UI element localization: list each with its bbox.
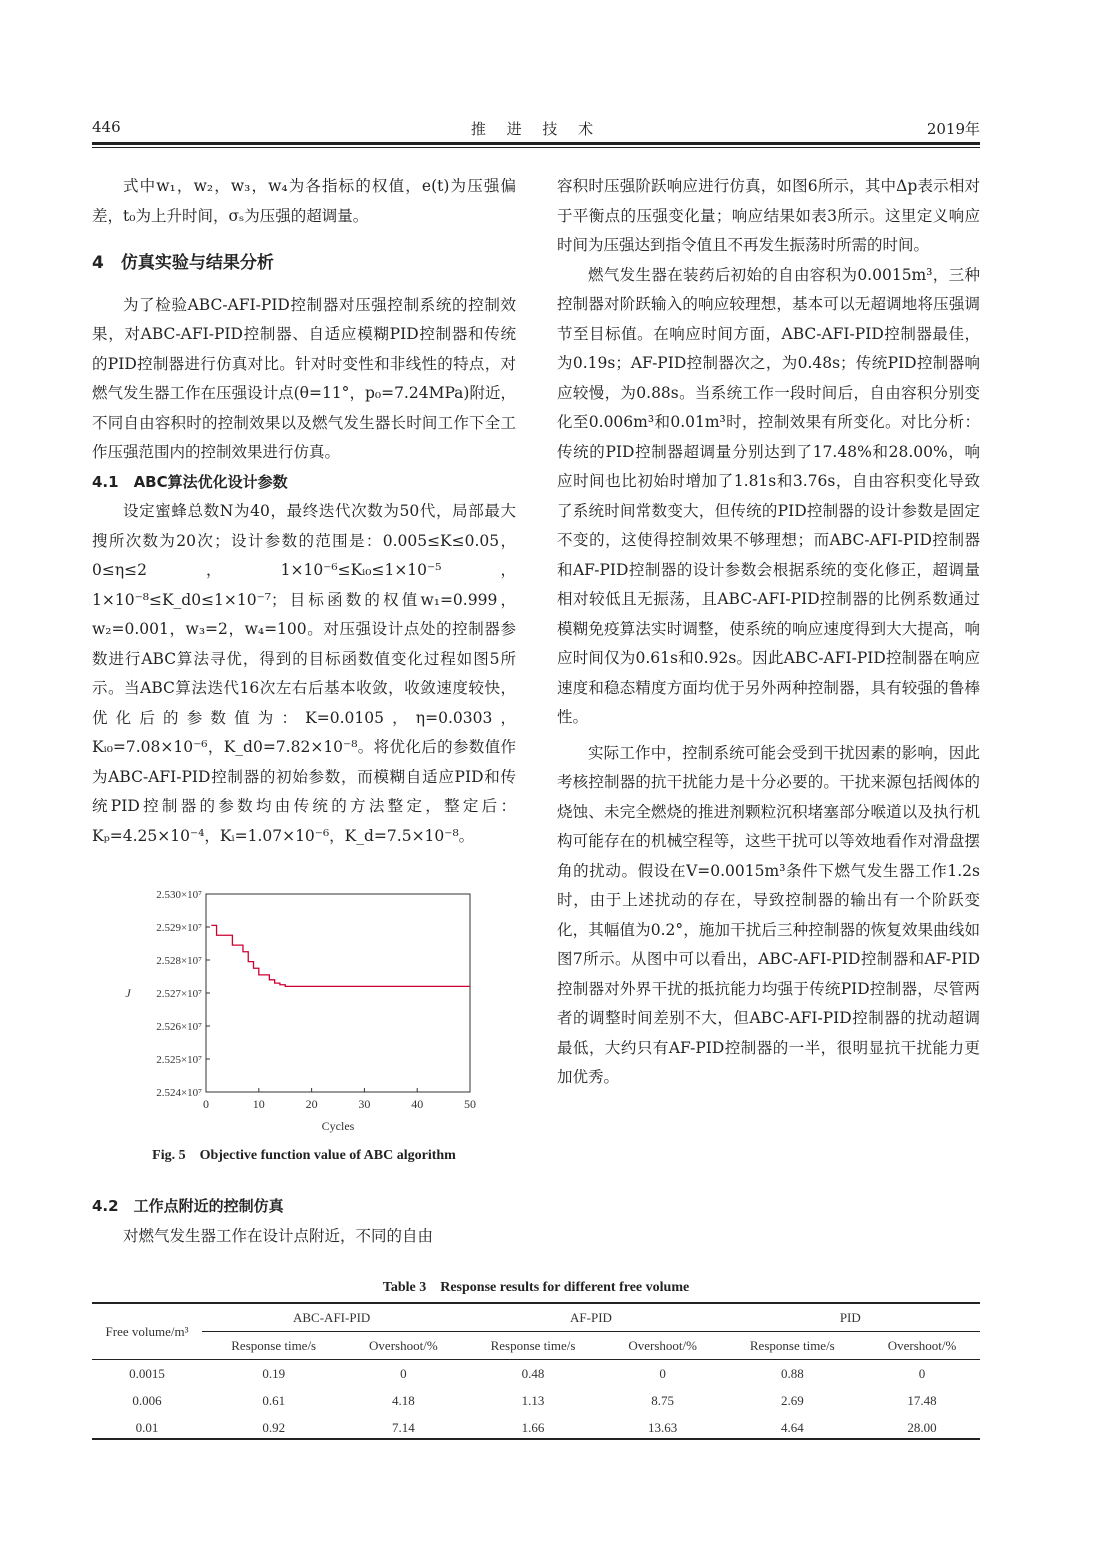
sub-header: Response time/s	[461, 1332, 604, 1360]
paragraph-disturbance: 实际工作中，控制系统可能会受到干扰因素的影响，因此考核控制器的抗干扰能力是十分必要的。干扰来源包括阀体的烧蚀、未完全燃烧的推进剂颗粒沉积堵塞部分喉道以及执行机构可能存在的机械空程等，这些干扰可以等效地看作对滑盘摆角的扰动。假设在V=0.0015m³条件下燃气发生器工作1.2s时，由于上述扰动的存在，导致控制器的输出有一个阶跃变化，其幅值为0.2°，施加干扰后三种控制器的恢复效果曲线如图7所示。从图中可以看出，ABC-AFI-PID控制器和AF-PID控制器对外界干扰的抵抗能力均强于传统PID控制器，尽管两者的调整时间差别不大，但ABC-AFI-PID控制器的扰动超调最低，大约只有AF-PID控制器的一半，很明显抗干扰能力更加优秀。	[557, 743, 980, 1086]
x-tick-label: 0	[203, 1097, 209, 1111]
x-axis-label: Cycles	[321, 1119, 355, 1133]
y-tick-label: 2.528×10⁷	[156, 955, 202, 967]
table-row	[92, 1414, 980, 1441]
y-axis-label: J	[125, 986, 131, 1000]
paragraph-intro: 为了检验ABC-AFI-PID控制器对压强控制系统的控制效果，对ABC-AFI-PID控制器、自适应模糊PID控制器和传统的PID控制器进行仿真对比。针对时变性和非线性的特点，对燃气发生器工作在压强设计点(θ=11°，p₀=7.24MPa)附近，不同自由容积时的控制效果以及燃气发生器长时间工作下全工作压强范围内的控制效果进行仿真。	[92, 295, 516, 461]
paragraph-step-response: 容积时压强阶跃响应进行仿真，如图6所示，其中Δp表示相对于平衡点的压强变化量；响应结果如表3所示。这里定义响应时间为压强达到指令值且不再发生振荡时所需的时间。	[557, 177, 980, 254]
page-number: 446	[92, 118, 121, 136]
sub-header: Response time/s	[202, 1332, 345, 1360]
table-cell: 0.48	[521, 1365, 545, 1381]
table-cell: 17.48	[907, 1392, 937, 1408]
table-top-rule	[92, 1302, 980, 1304]
table-cell: 13.63	[648, 1419, 678, 1435]
section-4-heading: 4 仿真实验与结果分析	[92, 253, 274, 273]
sub-header: Overshoot/%	[605, 1332, 721, 1360]
y-tick-label: 2.527×10⁷	[156, 988, 202, 1000]
table-cell: 0.88	[780, 1365, 804, 1381]
table-cell: 1.66	[521, 1419, 545, 1435]
objective-series-line	[211, 925, 470, 986]
table-cell: 8.75	[651, 1392, 675, 1408]
y-tick-label: 2.529×10⁷	[156, 922, 202, 934]
sub-header: Overshoot/%	[345, 1332, 461, 1360]
group-header-pid: PID	[721, 1304, 980, 1332]
sub-header: Response time/s	[721, 1332, 864, 1360]
header-year: 2019年	[926, 120, 980, 138]
table-cell: 0.006	[132, 1392, 162, 1408]
table-cell: 0	[400, 1365, 407, 1381]
left-column-bottom	[92, 1192, 516, 1251]
journal-title: 推 进 技 术	[470, 120, 602, 138]
left-column-top	[92, 172, 516, 851]
table-cell: 2.69	[780, 1392, 804, 1408]
paragraph-abc: 设定蜜蜂总数N为40，最终迭代次数为50代，局部最大搜所次数为20次；设计参数的范围是：0.005≤K≤0.05，0≤η≤2，1×10⁻⁶≤Kᵢ₀≤1×10⁻⁵，1×10⁻⁸≤K_d0≤1×10⁻⁷；目标函数的权值w₁=0.999，w₂=0.001，w₃=2，w₄=100。对压强设计点处的控制器参数进行ABC算法寻优，得到的目标函数值变化过程如图5所示。当ABC算法迭代16次左右后基本收敛，收敛速度较快，优化后的参数值为：K=0.0105，η=0.0303，Kᵢ₀=7.08×10⁻⁶，K_d0=7.82×10⁻⁸。将优化后的参数值作为ABC-AFI-PID控制器的初始参数，而模糊自适应PID和传统PID控制器的参数均由传统的方法整定，整定后：Kₚ=4.25×10⁻⁴，Kᵢ=1.07×10⁻⁶，K_d=7.5×10⁻⁸。	[92, 502, 516, 845]
header-rule-thin	[92, 147, 980, 148]
table-cell: 0	[659, 1365, 666, 1381]
group-header-abc: ABC-AFI-PID	[202, 1304, 461, 1332]
response-table	[92, 1304, 980, 1441]
group-header-af: AF-PID	[461, 1304, 720, 1332]
table-row	[92, 1360, 980, 1388]
figure-5	[120, 888, 500, 1136]
table-cell: 1.13	[521, 1392, 545, 1408]
figure-5-caption: Fig. 5 Objective function value of ABC algorithm	[152, 1148, 456, 1163]
table-cell: 7.14	[391, 1419, 415, 1435]
sub-header: Overshoot/%	[864, 1332, 980, 1360]
y-tick-label: 2.530×10⁷	[156, 889, 202, 901]
x-tick-label: 10	[252, 1097, 265, 1111]
section-4-2-heading: 4.2 工作点附近的控制仿真	[92, 1197, 284, 1215]
y-tick-label: 2.525×10⁷	[156, 1054, 202, 1066]
table-cell: 0.0015	[129, 1365, 165, 1381]
header-rule-thick	[92, 142, 980, 145]
table-cell: 0.19	[262, 1365, 286, 1381]
paragraph-control-sim: 对燃气发生器工作在设计点附近，不同的自由	[123, 1226, 434, 1245]
table-row	[92, 1387, 980, 1414]
free-volume-header: Free volume/m³	[92, 1304, 202, 1360]
table-cell: 4.64	[780, 1419, 804, 1435]
paragraph-weights: 式中w₁，w₂，w₃，w₄为各指标的权值，e(t)为压强偏差，t₀为上升时间，σₛ为压强的超调量。	[92, 177, 516, 225]
paragraph-initial-volume: 燃气发生器在装药后初始的自由容积为0.0015m³，三种控制器对阶跃输入的响应较理想，基本可以无超调地将压强调节至目标值。在响应时间方面，ABC-AFI-PID控制器最佳，为0.19s；AF-PID控制器次之，为0.48s；传统PID控制器响应较慢，为0.88s。当系统工作一段时间后，自由容积分别变化至0.006m³和0.01m³时，控制效果有所变化。对比分析：传统的PID控制器超调量分别达到了17.48%和28.00%，响应时间也比初始时增加了1.81s和3.76s，自由容积变化导致了系统时间常数变大，但传统的PID控制器的设计参数是固定不变的，这使得控制效果不够理想；而ABC-AFI-PID控制器和AF-PID控制器的设计参数会根据系统的变化修正，超调量相对较低且无振荡，且ABC-AFI-PID控制器的比例系数通过模糊免疫算法实时调整，使系统的响应速度得到大大提高，响应时间仅为0.61s和0.92s。因此ABC-AFI-PID控制器在响应速度和稳态精度方面均优于另外两种控制器，具有较强的鲁棒性。	[557, 265, 980, 726]
plot-frame	[206, 894, 470, 1092]
x-tick-label: 50	[464, 1097, 476, 1111]
x-tick-label: 20	[305, 1097, 318, 1111]
table-bottom-rule	[92, 1438, 980, 1440]
table-cell: 0.01	[135, 1419, 159, 1435]
table-cell: 4.18	[391, 1392, 415, 1408]
x-tick-label: 40	[411, 1097, 424, 1111]
section-4-1-heading: 4.1 ABC算法优化设计参数	[92, 472, 288, 491]
table-cell: 0	[918, 1365, 926, 1381]
table-3-title: Table 3 Response results for different free volume	[382, 1280, 690, 1295]
table-3	[92, 1302, 980, 1441]
objective-function-chart	[120, 888, 500, 1136]
y-tick-label: 2.524×10⁷	[156, 1087, 202, 1099]
x-tick-label: 30	[358, 1097, 371, 1111]
right-column	[557, 172, 980, 1093]
y-tick-label: 2.526×10⁷	[156, 1021, 202, 1033]
table-cell: 0.61	[262, 1392, 286, 1408]
table-cell: 0.92	[262, 1419, 286, 1435]
table-cell: 28.00	[907, 1419, 937, 1435]
running-header	[92, 118, 980, 142]
